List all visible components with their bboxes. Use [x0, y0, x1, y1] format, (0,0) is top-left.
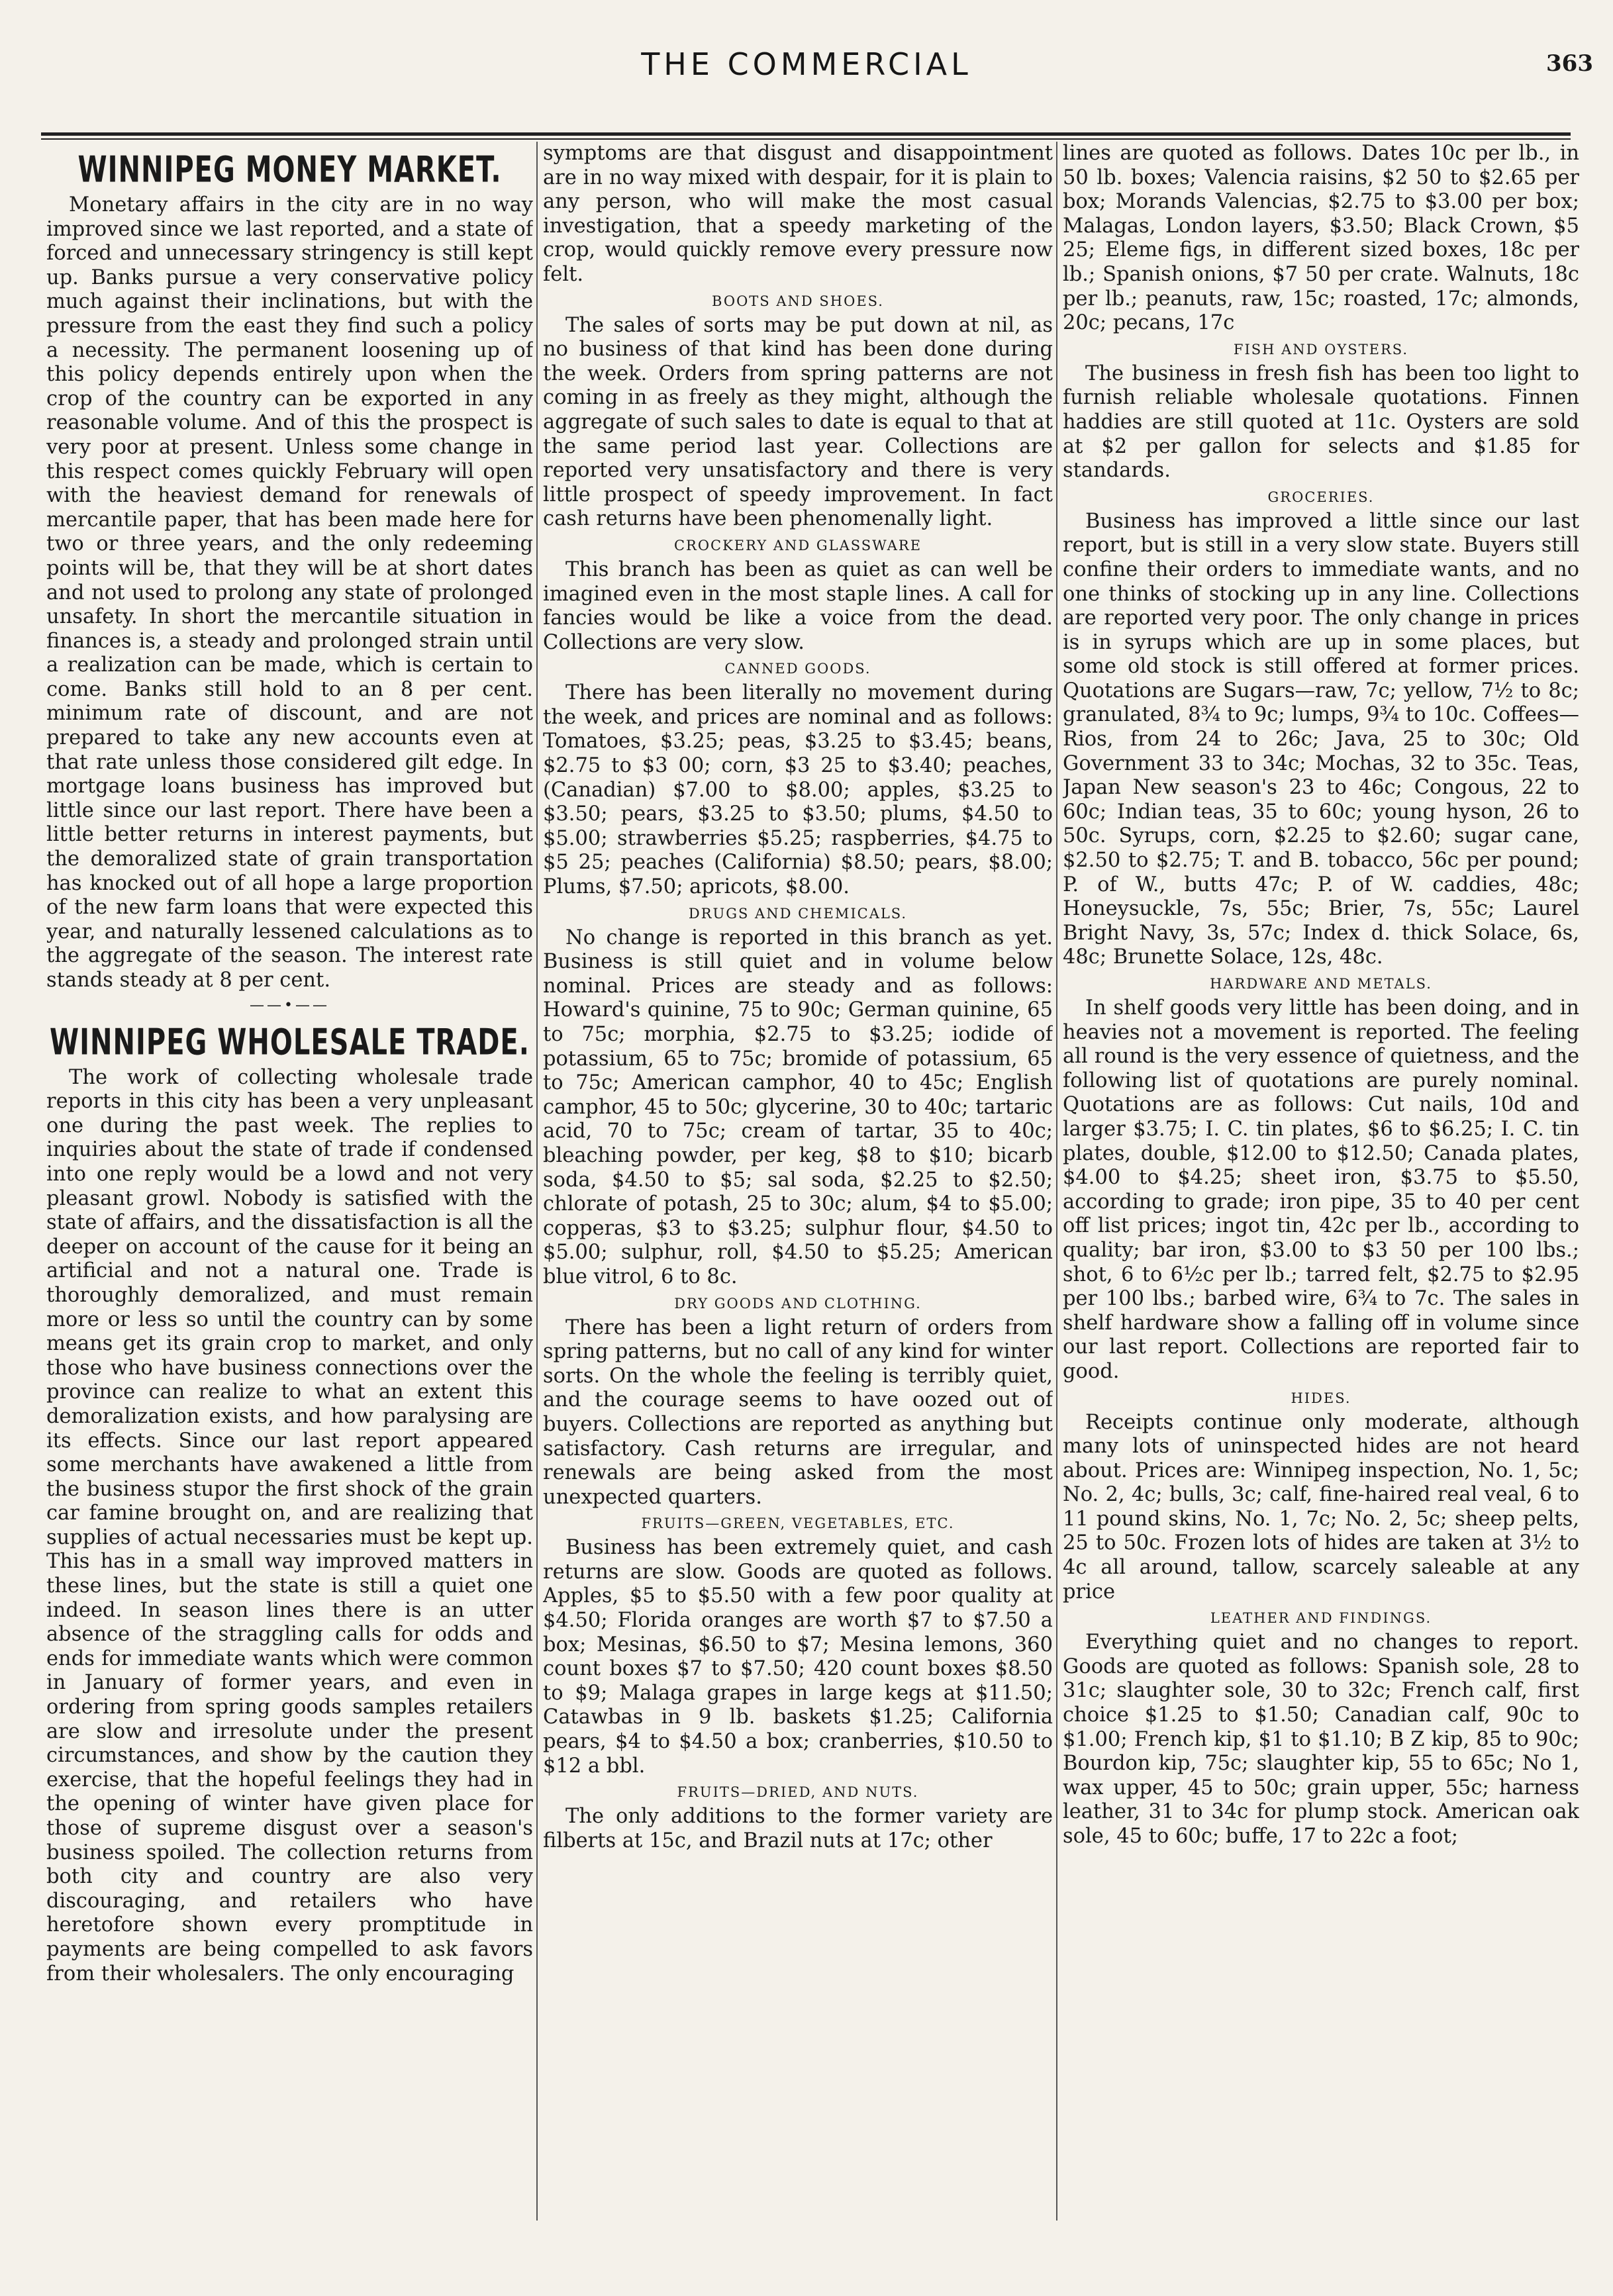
header-rule: [41, 132, 1571, 140]
column-divider: [1056, 142, 1057, 2221]
section-text-crockery: This branch has been as quiet as can well be imagined even in the most staple lines. A call for fancies would be like a voice from the dead. Collections are very slow.: [543, 557, 1053, 654]
section-heading-hardware: HARDWARE AND METALS.: [1210, 976, 1432, 992]
wholesale-trade-heading: WINNIPEG WHOLESALE TRADE.: [50, 1022, 530, 1063]
section-text-hides: Receipts continue only moderate, although many lots of uninspected hides are not heard about. Prices are: Winnipeg inspection, No. 1, 5c; No. 2, 4c; bulls, 3c; calf, fine-haired real veal, 6 to 11 pound skins, No. 1, 7c; No. 2, 5c; sheep pelts, 25 to 50c. Frozen lots of hides are taken at 3½ to 4c all around, tallow, scarcely saleable at any price: [1063, 1410, 1579, 1603]
section-text-boots: The sales of sorts may be put down at nil, as no business of that kind has been done during the week. Orders from spring patterns are not coming in as freely as they might, although the aggregate of such sales to date is equal to that at the same period last year. Collections are reported very unsatisfactory and there is very little prospect of speedy improvement. In fact cash returns have been phenomenally light.: [543, 313, 1053, 531]
section-heading-groceries: GROCERIES.: [1267, 489, 1375, 505]
section-heading-fish: FISH AND OYSTERS.: [1233, 341, 1409, 358]
section-text-dry-goods: There has been a light return of orders from spring patterns, but no call of any kind for winter sorts. On the whole the feeling is terribly quiet, and the courage seems to have oozed out of buyers. Collections are reported as anything but satisfactory. Cash returns are irregular, and renewals are being asked from the most unexpected quarters.: [543, 1315, 1053, 1509]
money-market-heading: WINNIPEG MONEY MARKET.: [77, 150, 502, 191]
column-divider: [536, 142, 538, 2221]
continued-paragraph: lines are quoted as follows. Dates 10c per lb., in 50 lb. boxes; Valencia raisins, $2 50 to $2.65 per box; Morands Valencias, $2.75 to $3.00 per box; Malagas, London layers, $3.50; Black Crown, $5 25; Eleme figs, in different sized boxes, 18c per lb.; Spanish onions, $7 50 per crate. Walnuts, 18c per lb.; peanuts, raw, 15c; roasted, 17c; almonds, 20c; pecans, 17c: [1063, 142, 1579, 335]
publication-title: THE COMMERCIAL: [641, 46, 972, 82]
section-text-drugs: No change is reported in this branch as yet. Business is still quiet and in volume below nominal. Prices are steady and as follows: Howard's quinine, 75 to 90c; German quinine, 65 to 75c; morphia, $2.75 to $3.25; iodide of potassium, 65 to 75c; bromide of potassium, 65 to 75c; American camphor, 40 to 45c; English camphor, 45 to 50c; glycerine, 30 to 40c; tartaric acid, 70 to 75c; cream of tartar, 35 to 40c; bleaching powder, per keg, $8 to $10; bicarb soda, $4.50 to $5; sal soda, $2.25 to $2.50; chlorate of potash, 25 to 30c; alum, $4 to $5.00; copperas, $3 to $3.25; sulphur flour, $4.50 to $5.00; sulphur, roll, $4.50 to $5.25; American blue vitrol, 6 to 8c.: [543, 926, 1053, 1288]
section-text-fish: The business in fresh fish has been too light to furnish reliable wholesale quotations. Finnen haddies are still quoted at 11c. Oysters are sold at $2 per gallon for selects and $1.85 for standards.: [1063, 361, 1579, 483]
section-text-canned-goods: There has been literally no movement during the week, and prices are nominal and as follows: Tomatoes, $3.25; peas, $3.25 to $3.45; beans, $2.75 to $3 00; corn, $3 25 to $3.40; peaches, (Canadian) $7.00 to $8.00; apples, $3.25 to $3.50; pears, $3.25 to $3.50; plums, $4.50 to $5.00; strawberries $5.25; raspberries, $4.75 to $5 25; peaches (California) $8.50; pears, $8.00; Plums, $7.50; apricots, $8.00.: [543, 681, 1053, 899]
section-heading-dried-fruits: FRUITS—DRIED, AND NUTS.: [677, 1784, 919, 1801]
section-heading-leather: LEATHER AND FINDINGS.: [1210, 1610, 1432, 1627]
section-heading-hides: HIDES.: [1291, 1390, 1351, 1406]
money-market-paragraph: Monetary affairs in the city are in no way improved since we last reported, and a state of forced and unnecessary stringency is still kept up. Banks pursue a very conservative policy much against their inclinations, but with the pressure from the east they find such a policy a necessity. The permanent loosening up of this policy depends entirely upon when the crop of the country can be exported in any reasonable volume. And of this the prospect is very poor at present. Unless some change in this respect comes quickly February will open with the heaviest demand for renewals of mercantile paper, that has been made here for two or three years, and the only redeeming points will be, that they will be at short dates and not used to prolong any state of prolonged unsafety. In short the mercantile situation in finances is, a steady and prolonged strain until a realization can be made, which is certain to come. Banks still hold to an 8 per cent. minimum rate of discount, and are not prepared to take any new accounts even at that rate unless those considered gilt edge. In mortgage loans business has improved but little since our last report. There have been a little better returns in interest payments, but the demoralized state of grain transportation has knocked out of all hope a large proportion of the new farm loans that were expected this year, and naturally lessened calculations as to the aggregate of the season. The interest rate stands steady at 8 per cent.: [46, 193, 533, 992]
section-text-dried-fruits: The only additions to the former variety are filberts at 15c, and Brazil nuts at 17c; other: [543, 1805, 1053, 1852]
wholesale-trade-paragraph: The work of collecting wholesale trade reports in this city has been a very unpleasant one during the past week. The replies to inquiries about the state of trade if condensed into one reply would be a lowd and not very pleasant growl. Nobody is satisfied with the state of affairs, and the dissatisfaction is all the deeper on account of the cause for it being an artificial and not a natural one. Trade is thoroughly demoralized, and must remain more or less so until the country can by some means get its grain crop to market, and only those who have business connections over the province can realize to what an extent this demoralization exists, and how paralysing are its effects. Since our last report appeared some merchants have awakened a little from the business stupor the first shock of the grain car famine brought on, and are realizing that supplies of actual necessaries must be kept up. This has in a small way improved matters in these lines, but the state is still a quiet one indeed. In season lines there is an utter absence of the straggling calls for odds and ends for immediate wants which were common in January of former years, and even in ordering from spring goods samples retailers are slow and irresolute under the present circumstances, and show by the caution they exercise, that the hopeful feelings they had in the opening of winter have given place for those of supreme disgust over a season's business spoiled. The collection returns from both city and country are also very discouraging, and retailers who have heretofore shown every promptitude in payments are being compelled to ask favors from their wholesalers. The only encouraging: [46, 1065, 533, 1985]
masthead: [0, 46, 1613, 106]
column-3: [1063, 142, 1579, 2227]
section-text-hardware: In shelf goods very little has been doing, and in heavies not a movement is reported. The feeling all round is the very essence of quietness, and the following list of quotations are purely nominal. Quotations are as follows: Cut nails, 10d and larger $3.75; I. C. tin plates, $6 to $6.25; I. C. tin plates, double, $12.00 to $12.50; Canada plates, $4.00 to $4.25; sheet iron, $3.75 to $5.50, according to grade; iron pipe, 35 to 40 per cent off list prices; ingot tin, 42c per lb., according to quality; bar iron, $3.00 to $3 50 per 100 lbs.; shot, 6 to 6½c per lb.; tarred felt, $2.75 to $2.95 per 100 lbs.; barbed wire, 6¾ to 7c. The sales in shelf hardware show a falling off in volume since our last report. Collections are reported fair to good.: [1063, 996, 1579, 1383]
section-heading-boots: BOOTS AND SHOES.: [712, 293, 884, 309]
section-heading-dry-goods: DRY GOODS AND CLOTHING.: [674, 1295, 922, 1312]
continued-paragraph: symptoms are that disgust and disappointment are in no way mixed with despair, for it is plain to any person, who will make the most casual investigation, that a speedy marketing of the crop, would quickly remove every pressure now felt.: [543, 142, 1053, 286]
section-heading-canned-goods: CANNED GOODS.: [724, 661, 871, 677]
section-heading-crockery: CROCKERY AND GLASSWARE: [673, 537, 922, 553]
section-heading-drugs: DRUGS AND CHEMICALS.: [688, 905, 908, 922]
section-text-groceries: Business has improved a little since our last report, but is still in a very slow state. Buyers still confine their orders to immediate wants, and no one thinks of stocking up in any line. Collections are reported very poor. The only change in prices is in syrups which are up in some places, but some old stock is still offered at former prices. Quotations are Sugars—raw, 7c; yellow, 7½ to 8c; granulated, 8¾ to 9c; lumps, 9¾ to 10c. Coffees—Rios, from 24 to 26c; Java, 25 to 30c; Old Government 33 to 34c; Mochas, 32 to 35c. Teas, Japan New season's 23 to 46c; Congous, 22 to 60c; Indian teas, 35 to 60c; young hyson, 26 to 50c. Syrups, corn, $2.25 to $2.60; sugar cane, $2.50 to $2.75; T. and B. tobacco, 56c per pound; P. of W., butts 47c; P. of W. caddies, 48c; Honeysuckle, 7s, 55c; Brier, 7s, 55c; Laurel Bright Navy, 3s, 57c; Index d. thick Solace, 6s, 48c; Brunette Solace, 12s, 48c.: [1063, 509, 1579, 969]
section-heading-green-fruits: FRUITS—GREEN, VEGETABLES, ETC.: [641, 1515, 955, 1532]
page-number: 363: [1546, 50, 1593, 77]
column-1: [46, 142, 533, 2227]
section-text-green-fruits: Business has been extremely quiet, and cash returns are slow. Goods are quoted as follows. Apples, $5 to $5.50 with a few poor quality at $4.50; Florida oranges are worth $7 to $7.50 a box; Mesinas, $6.50 to $7; Mesina lemons, 360 count boxes $7 to $7.50; 420 count boxes $8.50 to $9; Malaga grapes in large kegs at $11.50; Catawbas in 9 lb. baskets $1.25; California pears, $4 to $4.50 a box; cranberries, $10.50 to $12 a bbl.: [543, 1536, 1053, 1778]
section-divider: ——•——: [250, 996, 330, 1014]
section-text-leather: Everything quiet and no changes to report. Goods are quoted as follows: Spanish sole, 28 to 31c; slaughter sole, 30 to 32c; French calf, first choice $1.25 to $1.50; Canadian calf, 90c to $1.00; French kip, $1 to $1.10; B Z kip, 85 to 90c; Bourdon kip, 75c; slaughter kip, 55 to 65c; No 1, wax upper, 45 to 50c; grain upper, 55c; harness leather, 31 to 34c for plump stock. American oak sole, 45 to 60c; buffe, 17 to 22c a foot;: [1063, 1631, 1579, 1848]
column-2: [543, 142, 1053, 2227]
